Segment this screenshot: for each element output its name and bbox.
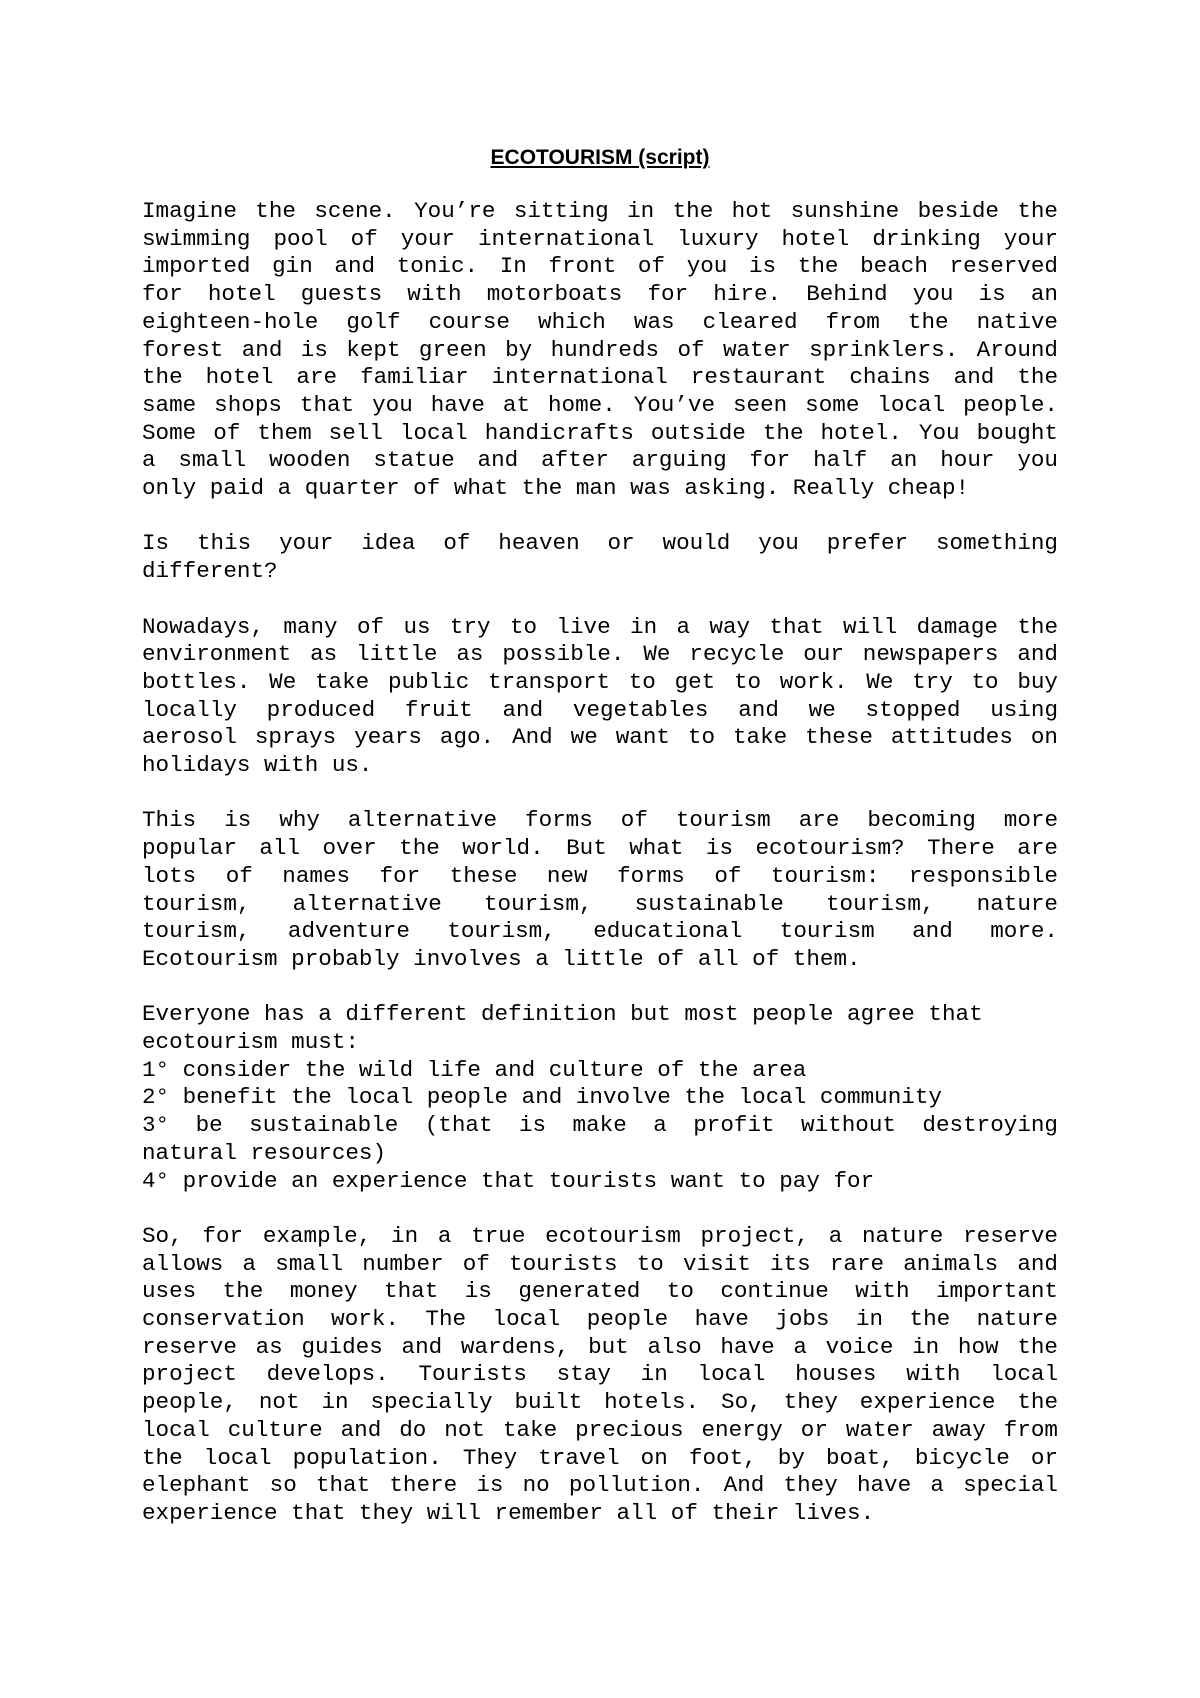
page-title: ECOTOURISM (script) <box>490 146 710 169</box>
text-line: aerosol sprays years ago. And we want to take these attitudes on <box>142 724 1058 751</box>
text-line: natural resources) <box>142 1139 387 1166</box>
text-line: environment as little as possible. We recycle our newspapers and <box>142 641 1058 668</box>
text-line: Ecotourism probably involves a little of all of them. <box>142 945 861 972</box>
text-line: Is this your idea of heaven or would you prefer something <box>142 530 1058 557</box>
text-line: experience that they will remember all of their lives. <box>142 1499 875 1526</box>
text-line: uses the money that is generated to continue with important <box>142 1278 1058 1305</box>
paragraph <box>142 1223 1058 1528</box>
text-line: eighteen-hole golf course which was cleared from the native <box>142 308 1058 335</box>
text-line: elephant so that there is no pollution. And they have a special <box>142 1472 1058 1499</box>
text-line: project develops. Tourists stay in local houses with local <box>142 1361 1058 1388</box>
text-line: reserve as guides and wardens, but also have a voice in how the <box>142 1333 1058 1360</box>
text-line: bottles. We take public transport to get to work. We try to buy <box>142 668 1058 695</box>
text-line: Imagine the scene. You’re sitting in the hot sunshine beside the <box>142 198 1058 224</box>
text-line: holidays with us. <box>142 752 373 779</box>
text-line: people, not in specially built hotels. So, they experience the <box>142 1389 1058 1416</box>
text-line: the local population. They travel on foot, by boat, bicycle or <box>142 1444 1058 1471</box>
text-line: 1° consider the wild life and culture of the area <box>142 1056 807 1083</box>
text-line: So, for example, in a true ecotourism project, a nature reserve <box>142 1222 1058 1249</box>
text-line: 4° provide an experience that tourists want to pay for <box>142 1167 875 1194</box>
paragraph <box>142 614 1058 780</box>
text-line: ecotourism must: <box>142 1029 359 1056</box>
text-line: This is why alternative forms of tourism are becoming more <box>142 807 1058 834</box>
text-line: local culture and do not take precious energy or water away from <box>142 1416 1058 1443</box>
text-line: a small wooden statue and after arguing for half an hour you <box>142 447 1058 474</box>
text-line: different? <box>142 558 278 585</box>
text-line: Nowadays, many of us try to live in a way that will damage the <box>142 613 1058 640</box>
text-line: lots of names for these new forms of tourism: responsible <box>142 862 1058 889</box>
text-line: swimming pool of your international luxury hotel drinking your <box>142 225 1058 252</box>
text-line: 3° be sustainable (that is make a profit without destroying <box>142 1112 1058 1139</box>
text-line: tourism, alternative tourism, sustainable tourism, nature <box>142 890 1058 917</box>
text-line: same shops that you have at home. You’ve seen some local people. <box>142 391 1058 418</box>
paragraph <box>142 1001 1058 1195</box>
paragraph <box>142 530 1058 585</box>
text-line: 2° benefit the local people and involve the local community <box>142 1084 942 1111</box>
paragraph <box>142 198 1058 503</box>
text-line: conservation work. The local people have jobs in the nature <box>142 1306 1058 1333</box>
text-line: imported gin and tonic. In front of you is the beach reserved <box>142 253 1058 280</box>
text-line: Everyone has a different definition but most people agree that <box>142 1001 983 1028</box>
text-line: tourism, adventure tourism, educational tourism and more. <box>142 918 1058 945</box>
text-line: allows a small number of tourists to visit its rare animals and <box>142 1250 1058 1277</box>
script-body <box>142 198 1058 1555</box>
text-line: only paid a quarter of what the man was asking. Really cheap! <box>142 475 970 502</box>
text-line: for hotel guests with motorboats for hire. Behind you is an <box>142 281 1058 308</box>
text-line: forest and is kept green by hundreds of water sprinklers. Around <box>142 336 1058 363</box>
text-line: popular all over the world. But what is ecotourism? There are <box>142 835 1058 862</box>
paragraph <box>142 807 1058 973</box>
text-line: Some of them sell local handicrafts outside the hotel. You bought <box>142 419 1058 446</box>
text-line: locally produced fruit and vegetables and we stopped using <box>142 696 1058 723</box>
text-line: the hotel are familiar international restaurant chains and the <box>142 364 1058 391</box>
